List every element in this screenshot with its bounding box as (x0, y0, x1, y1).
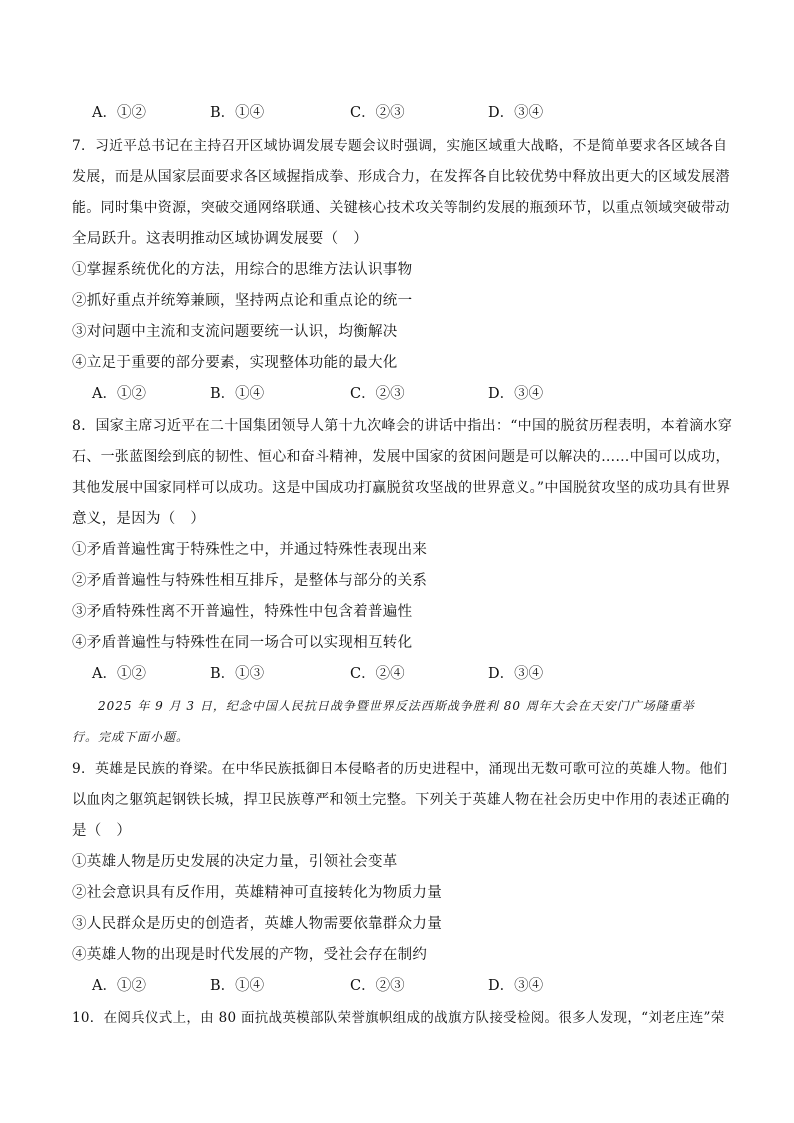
q8-statement: ①矛盾普遍性寓于特殊性之中，并通过特殊性表现出来 (72, 542, 428, 558)
q8-option-a: A．①② (92, 666, 146, 682)
q7-stem-line: 7．习近平总书记在主持召开区域协调发展专题会议时强调，实施区域重大战略，不是简单要求各区域各自 (72, 138, 728, 154)
q7-stem-line: 全局跃升。这表明推动区域协调发展要（ ） (72, 231, 368, 247)
q7-stem-line: 能。同时集中资源，突破交通网络联通、关键核心技术攻关等制约发展的瓶颈环节，以重点领域突破带动 (72, 200, 730, 216)
q9-statement: ②社会意识具有反作用，英雄精神可直接转化为物质力量 (72, 885, 442, 901)
q6-option-d: D．③④ (488, 105, 544, 121)
q8-statement: ③矛盾特殊性离不开普遍性，特殊性中包含着普遍性 (72, 604, 413, 620)
q9-options (92, 977, 732, 995)
q8-statement: ②矛盾普遍性与特殊性相互排斥，是整体与部分的关系 (72, 573, 428, 589)
q8-statement: ④矛盾普遍性与特殊性在同一场合可以实现相互转化 (72, 635, 413, 651)
q9-stem-line: 9．英雄是民族的脊梁。在中华民族抵御日本侵略者的历史进程中，涌现出无数可歌可泣的英雄人物。他们 (72, 761, 728, 777)
q7-option-a: A．①② (92, 386, 146, 402)
q8-options (92, 665, 732, 683)
q9-statement: ④英雄人物的出现是时代发展的产物，受社会存在制约 (72, 947, 428, 963)
q7-statement: ④立足于重要的部分要素，实现整体功能的最大化 (72, 355, 398, 371)
group-intro-line: 行。完成下面小题。 (72, 730, 190, 744)
q9-option-a: A．①② (92, 978, 146, 994)
group-intro-line: 2025 年 9 月 3 日，纪念中国人民抗日战争暨世界反法西斯战争胜利 80 周年大会在天安门广场隆重举 (72, 699, 695, 713)
q9-option-b: B．①④ (210, 978, 265, 994)
q7-options (92, 385, 732, 403)
q7-statement: ①掌握系统优化的方法，用综合的思维方法认识事物 (72, 262, 413, 278)
q7-option-b: B．①④ (210, 386, 265, 402)
q8-stem-line: 石、一张蓝图绘到底的韧性、恒心和奋斗精神，发展中国家的贫困问题是可以解决的……中国可以成功， (72, 449, 730, 465)
q6-options (92, 104, 732, 122)
q8-stem-line: 意义，是因为（ ） (72, 511, 206, 527)
q6-option-c: C．②③ (350, 105, 405, 121)
q8-stem-line: 其他发展中国家同样可以成功。这是中国成功打赢脱贫攻坚战的世界意义。”中国脱贫攻坚的成功具有世界 (72, 480, 731, 496)
q6-option-a: A．①② (92, 105, 146, 121)
q9-option-c: C．②③ (350, 978, 405, 994)
q8-option-d: D．③④ (488, 666, 544, 682)
q7-stem-line: 发展，而是从国家层面要求各区域握指成拳、形成合力，在发挥各自比较优势中释放出更大的区域发展潜 (72, 169, 730, 185)
q8-option-b: B．①③ (210, 666, 265, 682)
q8-option-c: C．②④ (350, 666, 405, 682)
q8-stem-line: 8．国家主席习近平在二十国集团领导人第十九次峰会的讲话中指出：“中国的脱贫历程表明，本着滴水穿 (72, 418, 733, 434)
q9-statement: ③人民群众是历史的创造者，英雄人物需要依靠群众力量 (72, 916, 442, 932)
q9-stem-line: 以血肉之躯筑起钢铁长城，捍卫民族尊严和领土完整。下列关于英雄人物在社会历史中作用的表述正确的 (72, 792, 730, 808)
q7-option-d: D．③④ (488, 386, 544, 402)
q9-stem-line: 是（ ） (72, 823, 132, 839)
q7-statement: ②抓好重点并统筹兼顾，坚持两点论和重点论的统一 (72, 293, 413, 309)
q9-option-d: D．③④ (488, 978, 544, 994)
q7-option-c: C．②③ (350, 386, 405, 402)
q10-stem-line: 10．在阅兵仪式上，由 80 面抗战英模部队荣誉旗帜组成的战旗方队接受检阅。很多人发现，“刘老庄连”荣 (72, 1010, 725, 1026)
q7-statement: ③对问题中主流和支流问题要统一认识，均衡解决 (72, 324, 398, 340)
q6-option-b: B．①④ (210, 105, 265, 121)
q9-statement: ①英雄人物是历史发展的决定力量，引领社会变革 (72, 854, 398, 870)
